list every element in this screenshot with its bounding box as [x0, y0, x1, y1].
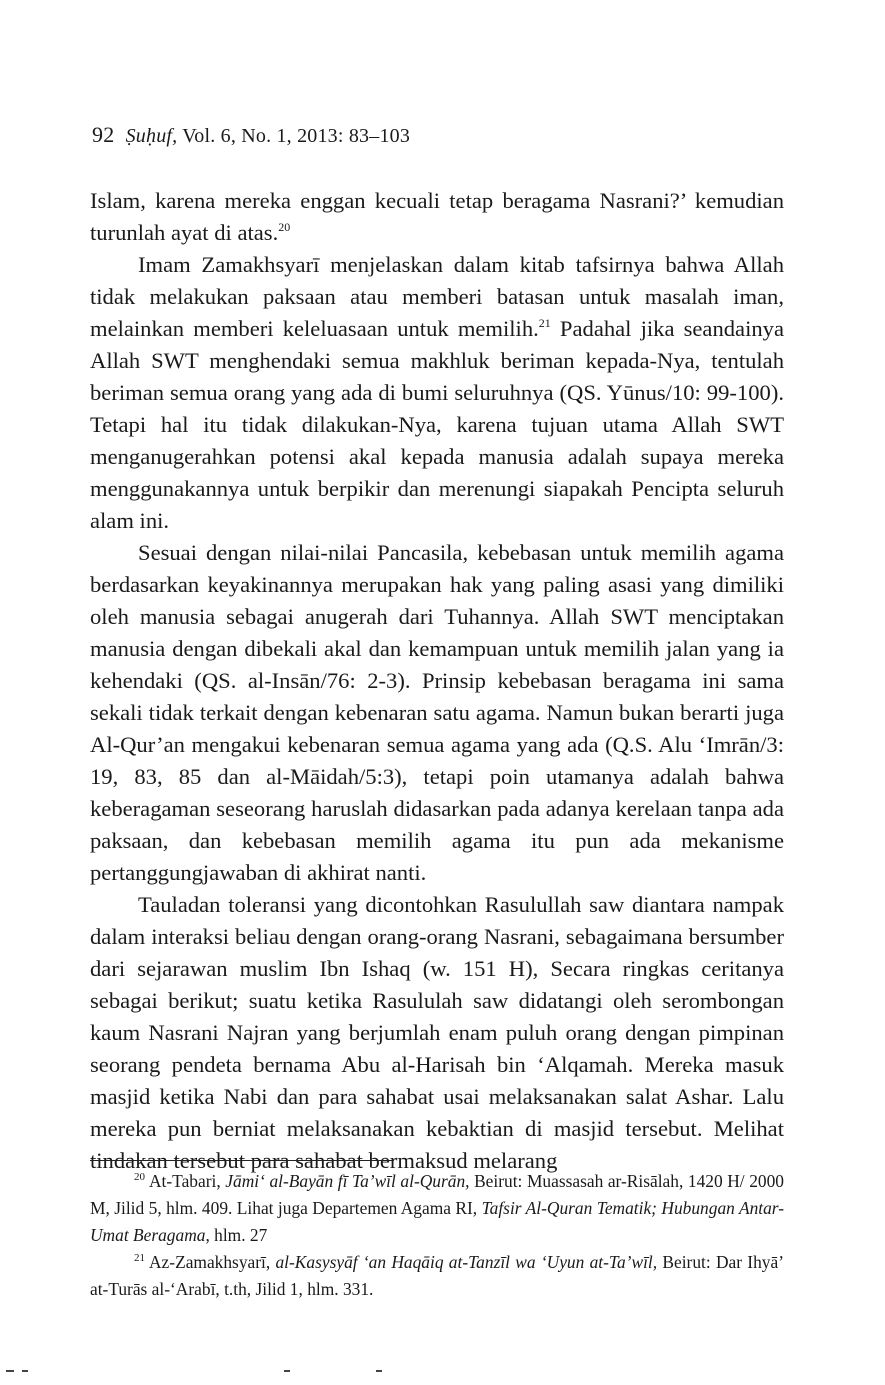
footnote-details: Beirut: Muassasah ar-Risālah, 1420 H/ 2000 M, Jilid 5, hlm. 409. Lihat juga Departemen Agama RI,: [90, 1171, 784, 1218]
footnote-divider: [90, 1160, 394, 1161]
scan-speck: [284, 1370, 290, 1372]
footnote-author: At-Tabari,: [149, 1171, 226, 1191]
scan-speck: [376, 1370, 382, 1372]
paragraph-text: Tauladan toleransi yang dicontohkan Rasulullah saw diantara nampak dalam interaksi beliau dengan orang-orang Nasrani, sebagaimana bersumber dari sejarawan muslim Ibn Ishaq (w. 151 H), Secara ringkas ceritanya sebagai berikut; suatu ketika Rasululah saw didatangi oleh serombongan kaum Nasrani Najran yang berjumlah enam puluh orang dengan pimpinan seorang pendeta bernama Abu al-Harisah bin ‘Alqamah. Mereka masuk masjid ketika Nabi dan para sahabat usai melaksanakan salat Ashar. Lalu mereka pun berniat melaksanakan kebaktian di masjid tersebut. Melihat tindakan tersebut para sahabat bermaksud melarang: [90, 892, 784, 1173]
footnote-title: Jāmi‘ al-Bayān fī Ta’wīl al-Qurān,: [225, 1171, 470, 1191]
footnote-details: Beirut: Dar Ihyā’ at-Turās al-‘Arabī, t.th, Jilid 1, hlm. 331.: [90, 1252, 784, 1299]
footnote-details: , hlm. 27: [205, 1225, 268, 1245]
footnote-number: 20: [134, 1171, 145, 1183]
paragraph-text: Islam, karena mereka enggan kecuali tetap beragama Nasrani?’ kemudian turunlah ayat di atas.: [90, 188, 784, 245]
paragraph: [90, 537, 784, 889]
paragraph-text: Sesuai dengan nilai-nilai Pancasila, kebebasan untuk memilih agama berdasarkan keyakinannya merupakan hak yang paling asasi yang dimiliki oleh manusia sebagai anugerah dari Tuhannya. Allah SWT menciptakan manusia dengan dibekali akal dan kemampuan untuk memilih jalan yang ia kehendaki (QS. al-Insān/76: 2-3). Prinsip kebebasan beragama ini sama sekali tidak terkait dengan kebenaran satu agama. Namun bukan berarti juga Al-Qur’an mengakui kebenaran semua agama yang ada (Q.S. Alu ‘Imrān/3: 19, 83, 85 dan al-Māidah/5:3), tetapi poin utamanya adalah bahwa keberagaman seseorang haruslah didasarkan pada adanya kerelaan tanpa ada paksaan, dan kebebasan memilih agama itu pun ada mekanisme pertanggungjawaban di akhirat nanti.: [90, 540, 784, 885]
footnote-ref: 21: [538, 316, 551, 330]
journal-name: Ṣuḥuf,: [125, 125, 178, 147]
footnote: [90, 1168, 784, 1249]
page-number: 92: [92, 122, 115, 147]
footnote-title: Tafsir Al-Quran Tematik; Hubungan Antar-Umat Beragama: [90, 1198, 785, 1245]
footnotes: [90, 1168, 784, 1303]
footnote-number: 21: [134, 1252, 145, 1264]
scan-artifacts: [0, 1370, 885, 1380]
paragraph: [90, 185, 784, 249]
journal-citation: Vol. 6, No. 1, 2013: 83–103: [182, 125, 411, 147]
footnote-ref: 20: [278, 220, 291, 234]
running-header: [92, 122, 410, 148]
main-text: [90, 185, 784, 1177]
footnote-title: al-Kasysyāf ‘an Haqāiq at-Tanzīl wa ‘Uyun at-Ta’wīl,: [275, 1252, 658, 1272]
footnote: [90, 1249, 784, 1303]
scan-speck: [22, 1370, 28, 1372]
paragraph: [90, 889, 784, 1177]
footnote-author: Az-Zamakhsyarī,: [149, 1252, 276, 1272]
paragraph-text: Padahal jika seandainya Allah SWT menghendaki semua makhluk beriman kepada-Nya, tentulah beriman semua orang yang ada di bumi seluruhnya (QS. Yūnus/10: 99-100). Tetapi hal itu tidak dilakukan-Nya, karena tujuan utama Allah SWT menganugerahkan potensi akal kepada manusia adalah supaya mereka menggunakannya untuk berpikir dan merenungi siapakah Pencipta seluruh alam ini.: [90, 316, 784, 533]
paragraph: [90, 249, 784, 537]
paragraph-text: Imam Zamakhsyarī menjelaskan dalam kitab tafsirnya bahwa Allah tidak melakukan paksaan atau memberi batasan untuk masalah iman, melainkan memberi keleluasaan untuk memilih.: [90, 252, 784, 341]
scan-speck: [6, 1370, 14, 1372]
